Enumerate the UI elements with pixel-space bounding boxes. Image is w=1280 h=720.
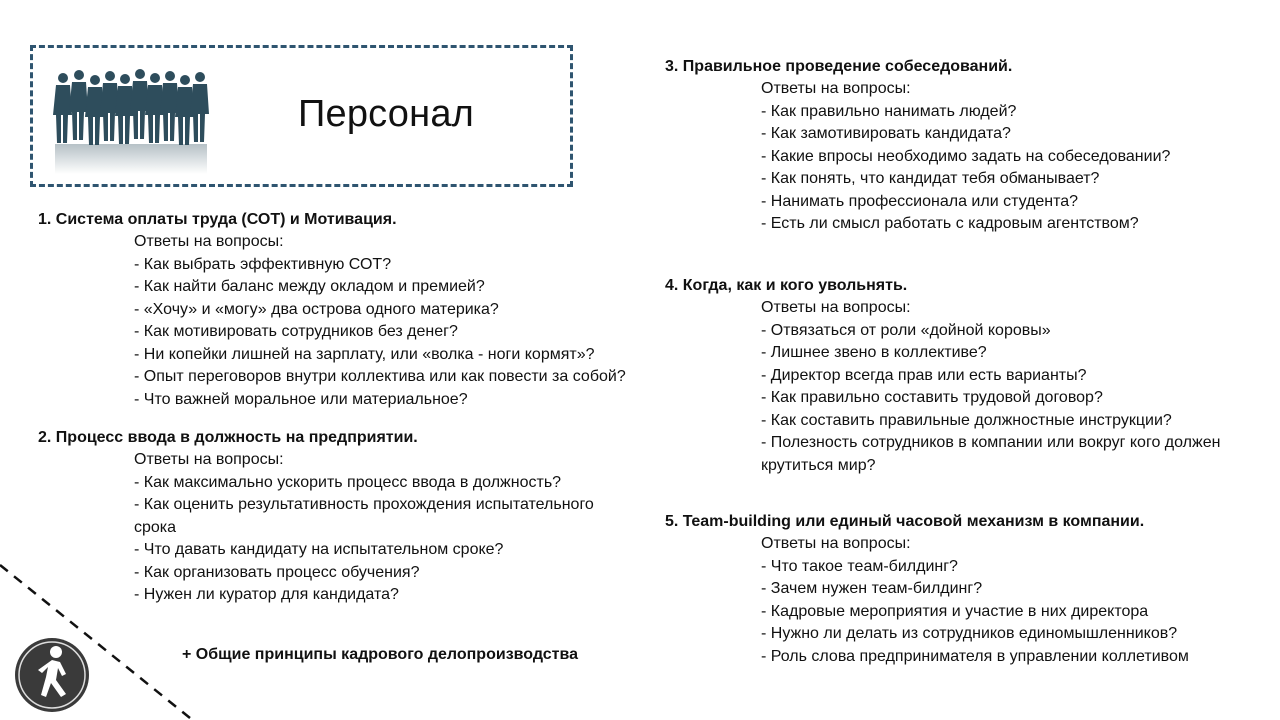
list-item: - Что важней моральное или материальное? <box>134 390 468 408</box>
list-item: - «Хочу» и «могу» два острова одного материка? <box>134 300 499 318</box>
list-item: - Что давать кандидату на испытательном сроке? <box>134 541 504 558</box>
list-item: - Как правильно нанимать людей? <box>761 102 1017 120</box>
list-item: - Как замотивировать кандидата? <box>761 125 1011 142</box>
footer-note: + Общие принципы кадрового делопроизводства <box>182 646 579 663</box>
list-item: - Как организовать процесс обучения? <box>134 563 420 581</box>
page-title: Персонал <box>298 93 475 135</box>
list-item: - Как максимально ускорить процесс ввода в должность? <box>134 473 562 491</box>
answers-label: Ответы на вопросы: <box>761 535 911 552</box>
list-item: - Что такое теам-билдинг? <box>761 557 958 575</box>
people-silhouettes-icon <box>53 68 209 178</box>
section-heading: 1. Система оплаты труда (СОТ) и Мотивация. <box>38 211 397 228</box>
section-heading: 4. Когда, как и кого увольнять. <box>665 277 908 294</box>
list-item: - Полезность сотрудников в компании или вокруг кого должен крутиться мир? <box>761 434 1221 474</box>
section-dismissal <box>665 275 1266 477</box>
list-item: - Как мотивировать сотрудников без денег? <box>134 323 458 340</box>
answers-list <box>761 297 1266 477</box>
section-interviews <box>665 56 1170 236</box>
list-item: - Есть ли смысл работать с кадровым агентством? <box>761 215 1139 232</box>
section-team-building <box>665 511 1189 668</box>
list-item: - Роль слова предпринимателя в управлении коллетивом <box>761 647 1189 665</box>
section-heading: 2. Процесс ввода в должность на предприятии. <box>38 429 418 446</box>
answers-list <box>761 533 1189 668</box>
list-item: - Как выбрать эффективную СОТ? <box>134 255 392 273</box>
answers-label: Ответы на вопросы: <box>761 80 911 97</box>
section-heading: 5. Team-building или единый часовой механизм в компании. <box>665 513 1145 530</box>
list-item: - Опыт переговоров внутри коллектива или как повести за собой? <box>134 368 626 385</box>
list-item: - Кадровые мероприятия и участие в них директора <box>761 602 1149 620</box>
list-item: - Как найти баланс между окладом и премией? <box>134 278 485 295</box>
list-item: - Как правильно составить трудовой договор? <box>761 389 1103 406</box>
list-item: - Ни копейки лишней на зарплату, или «волка - ноги кормят»? <box>134 345 595 363</box>
section-salary-motivation <box>38 209 626 411</box>
list-item: - Нужно ли делать из сотрудников единомышленников? <box>761 625 1178 642</box>
list-item: - Как составить правильные должностные инструкции? <box>761 411 1172 429</box>
list-item: - Какие впросы необходимо задать на собеседовании? <box>761 147 1171 165</box>
answers-list <box>134 449 634 607</box>
answers-list <box>134 231 626 411</box>
answers-label: Ответы на вопросы: <box>761 299 911 316</box>
list-item: - Нанимать профессионала или студента? <box>761 192 1079 210</box>
list-item: - Нужен ли куратор для кандидата? <box>134 586 399 603</box>
walking-person-logo-icon <box>12 635 92 715</box>
answers-list <box>761 78 1170 236</box>
section-heading: 3. Правильное проведение собеседований. <box>665 58 1013 75</box>
list-item: - Отвязаться от роли «дойной коровы» <box>761 321 1051 339</box>
list-item: - Как понять, что кандидат тебя обманывает? <box>761 170 1100 187</box>
list-item: - Как оценить результативность прохождения испытательного срока <box>134 496 594 536</box>
answers-label: Ответы на вопросы: <box>134 451 284 468</box>
title-box <box>30 45 573 187</box>
list-item: - Зачем нужен теам-билдинг? <box>761 580 983 597</box>
answers-label: Ответы на вопросы: <box>134 233 284 250</box>
list-item: - Директор всегда прав или есть варианты? <box>761 366 1087 384</box>
list-item: - Лишнее звено в коллективе? <box>761 344 987 361</box>
